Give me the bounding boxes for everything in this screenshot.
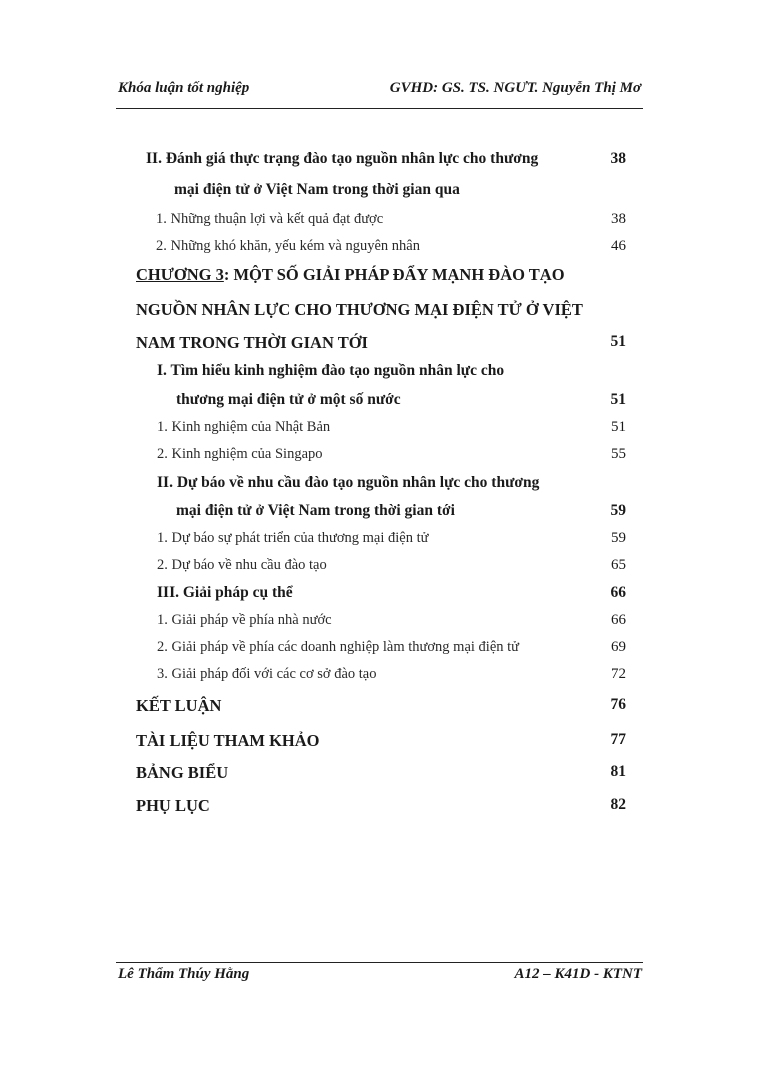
toc-item: 3. Giải pháp đối với các cơ sở đào tạo — [157, 666, 377, 682]
toc-page-number: 66 — [611, 612, 626, 628]
toc-page-number: 76 — [610, 696, 626, 713]
toc-page-number: 46 — [611, 238, 626, 254]
toc-page-number: 55 — [611, 446, 626, 462]
toc-item: 1. Giải pháp về phía nhà nước — [157, 612, 332, 628]
footer-divider — [116, 962, 643, 963]
toc-page-number: 66 — [610, 584, 626, 601]
toc-references: TÀI LIỆU THAM KHẢO — [136, 731, 320, 750]
toc-item: 1. Dự báo sự phát triển của thương mại điện tử — [157, 530, 429, 546]
toc-section-ii-assessment: II. Đánh giá thực trạng đào tạo nguồn nhân lực cho thương — [146, 150, 539, 167]
chapter-label: CHƯƠNG 3 — [136, 265, 224, 284]
toc-chapter-3-heading-end: NAM TRONG THỜI GIAN TỚI — [136, 333, 368, 352]
toc-chapter-3-heading — [136, 265, 565, 285]
toc-page-number: 51 — [610, 333, 626, 350]
toc-item: 2. Những khó khăn, yếu kém và nguyên nhân — [156, 238, 420, 254]
toc-item: 2. Dự báo về nhu cầu đào tạo — [157, 557, 327, 573]
toc-page-number: 38 — [610, 150, 626, 167]
toc-page-number: 77 — [610, 731, 626, 748]
toc-section-ii-assessment-cont: mại điện tử ở Việt Nam trong thời gian qua — [174, 181, 460, 198]
toc-page-number: 51 — [610, 391, 626, 408]
toc-page-number: 65 — [611, 557, 626, 573]
toc-page-number: 72 — [611, 666, 626, 682]
toc-page-number: 38 — [611, 211, 626, 227]
toc-item: 2. Giải pháp về phía các doanh nghiệp làm thương mại điện tử — [157, 639, 520, 655]
toc-page-number: 69 — [611, 639, 626, 655]
toc-section-iii-solutions: III. Giải pháp cụ thể — [157, 584, 293, 601]
toc-page-number: 59 — [611, 530, 626, 546]
toc-tables: BẢNG BIỂU — [136, 763, 229, 782]
toc-conclusion: KẾT LUẬN — [136, 696, 222, 715]
footer-author: Lê Thẩm Thúy Hằng — [118, 966, 250, 982]
header-thesis-title: Khóa luận tốt nghiệp — [118, 80, 250, 96]
toc-section-i-experience-cont: thương mại điện tử ở một số nước — [176, 391, 401, 408]
toc-page-number: 81 — [610, 763, 626, 780]
toc-appendix: PHỤ LỤC — [136, 796, 210, 815]
toc-item: 1. Kinh nghiệm của Nhật Bản — [157, 419, 331, 435]
toc-page-number: 59 — [610, 502, 626, 519]
chapter-title-part: : MỘT SỐ GIẢI PHÁP ĐẨY MẠNH ĐÀO TẠO — [223, 265, 565, 284]
toc-chapter-3-heading-cont: NGUỒN NHÂN LỰC CHO THƯƠNG MẠI ĐIỆN TỬ Ở VIỆT — [136, 300, 583, 319]
toc-section-ii-forecast: II. Dự báo về nhu cầu đào tạo nguồn nhân lực cho thương — [157, 474, 540, 491]
header-supervisor: GVHD: GS. TS. NGƯT. Nguyễn Thị Mơ — [389, 80, 641, 96]
footer-class-code: A12 – K41D - KTNT — [514, 966, 642, 982]
toc-item: 2. Kinh nghiệm của Singapo — [157, 446, 323, 462]
toc-section-i-experience: I. Tìm hiểu kinh nghiệm đào tạo nguồn nhân lực cho — [157, 362, 505, 379]
toc-page-number: 82 — [610, 796, 626, 813]
toc-section-ii-forecast-cont: mại điện tử ở Việt Nam trong thời gian tới — [176, 502, 455, 519]
toc-page-number: 51 — [611, 419, 626, 435]
toc-item: 1. Những thuận lợi và kết quả đạt được — [156, 211, 384, 227]
